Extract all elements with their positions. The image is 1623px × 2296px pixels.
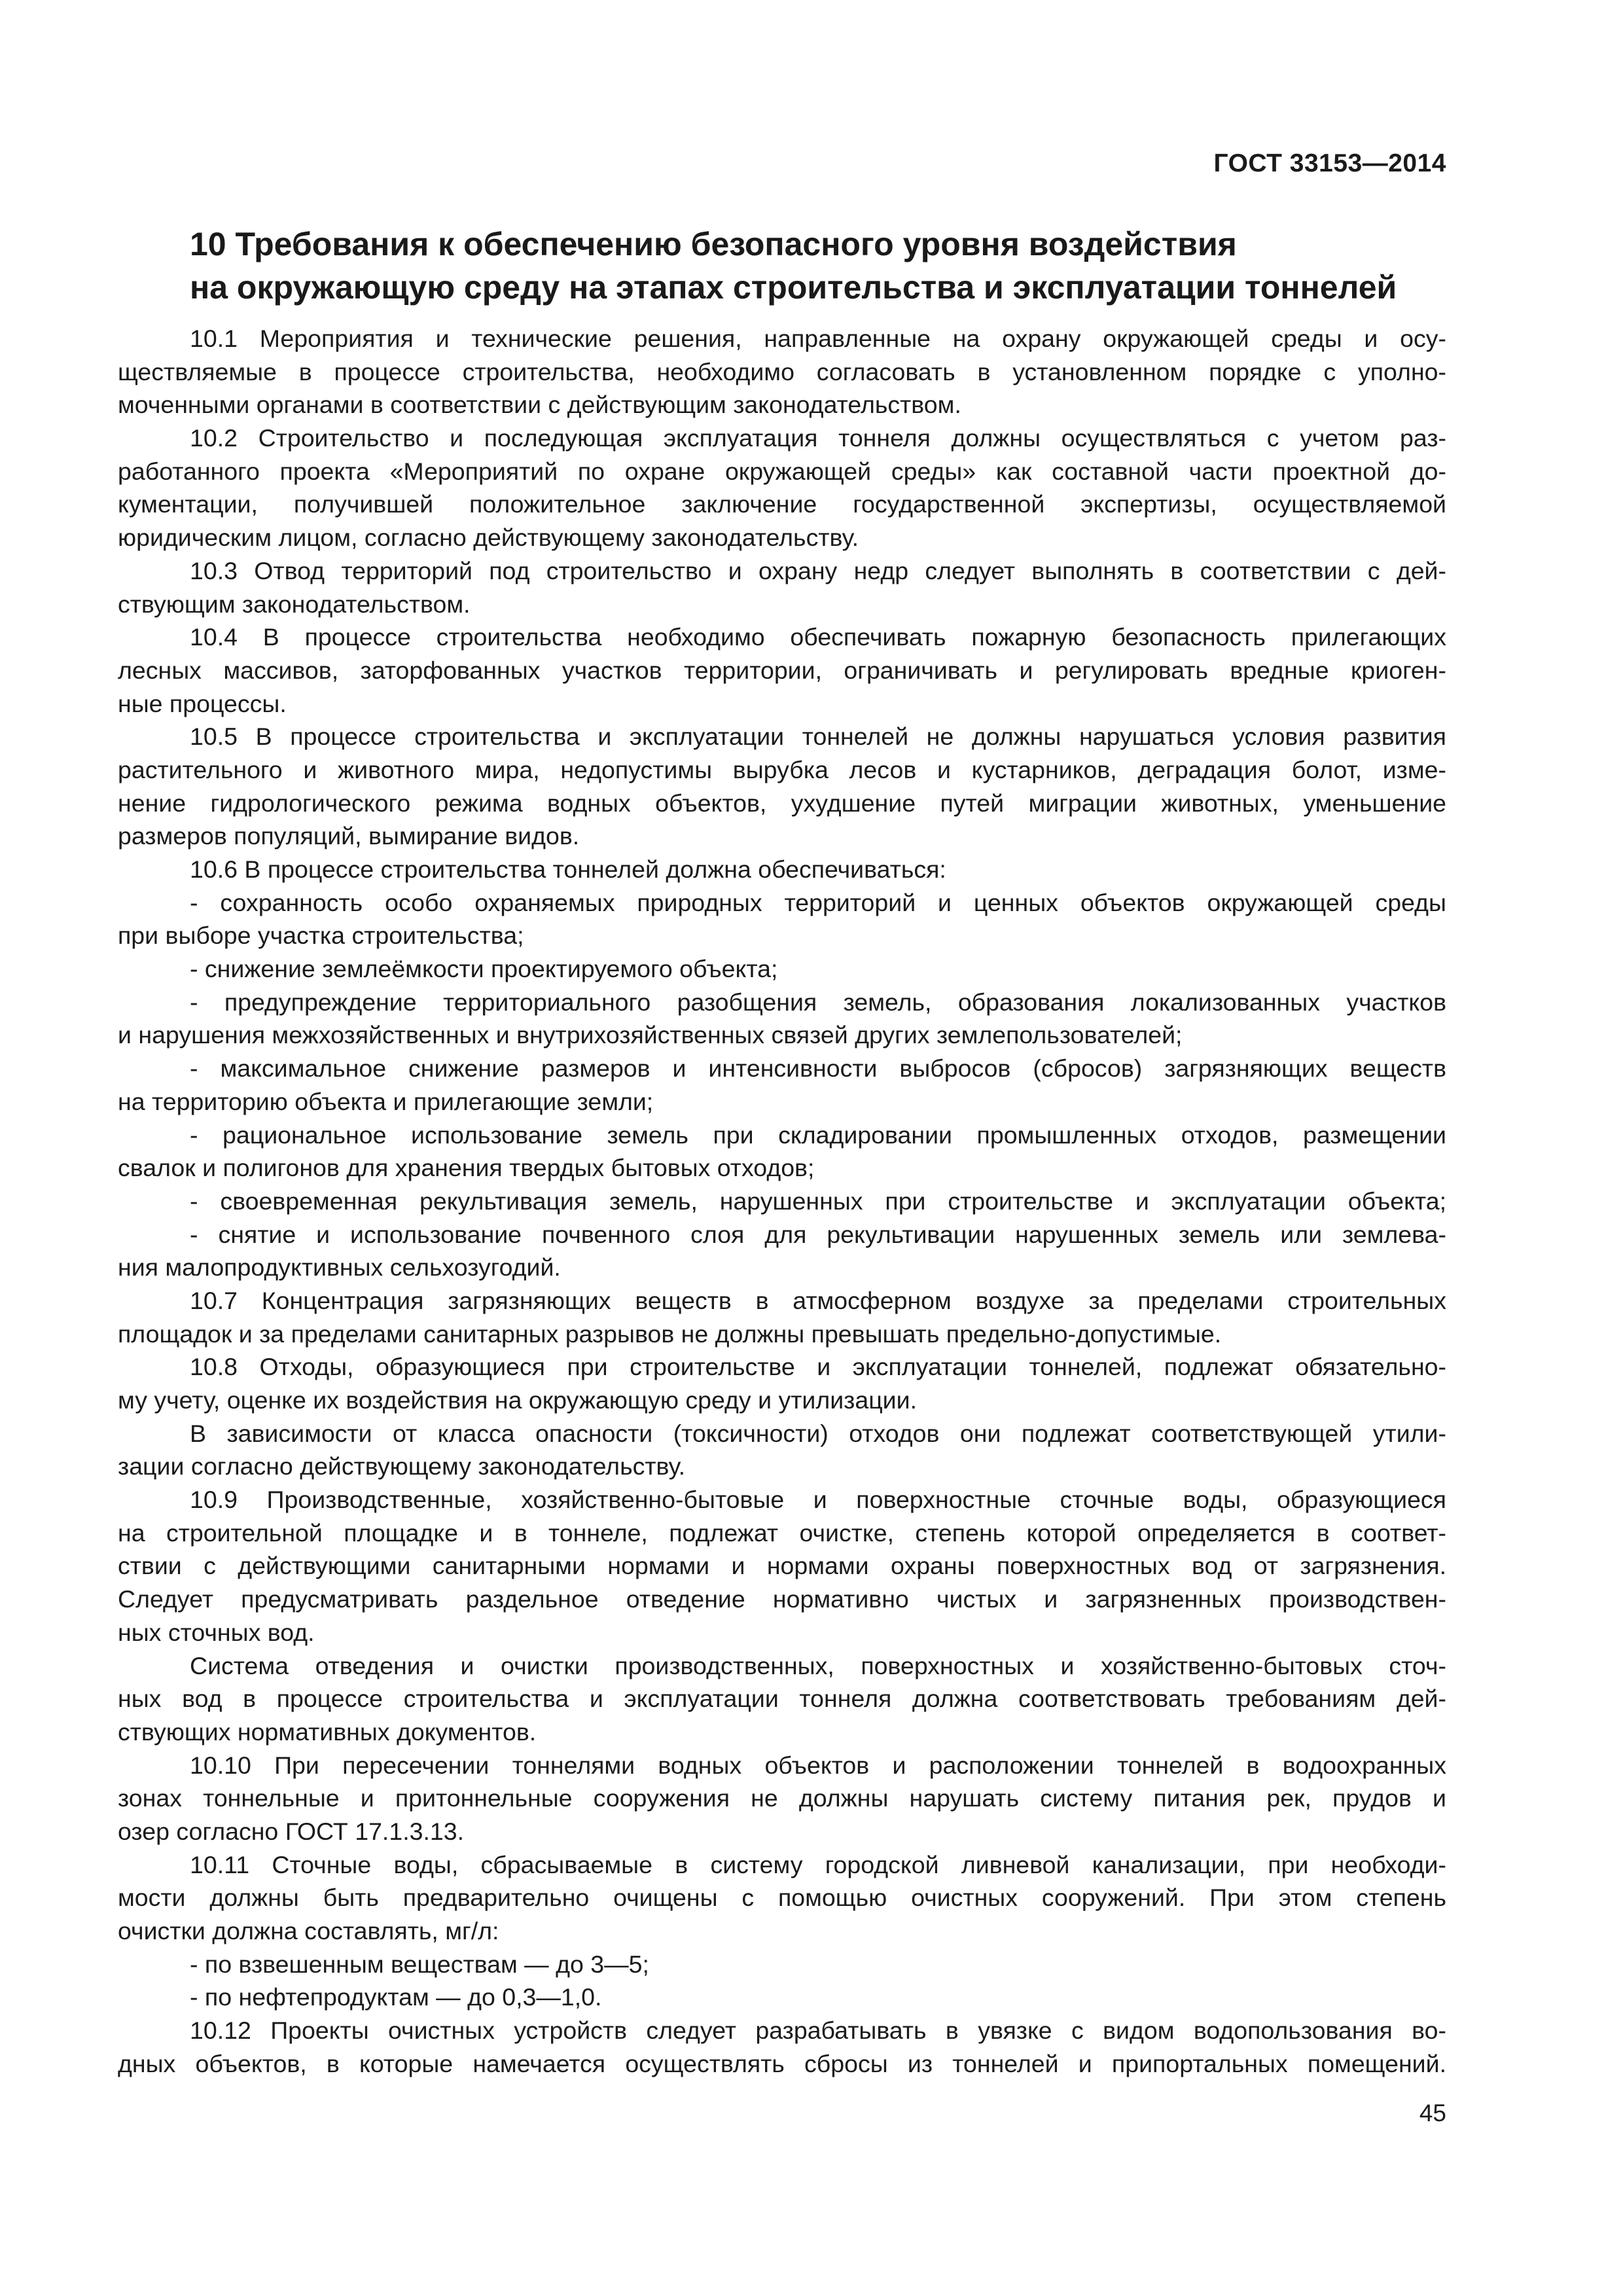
text-line: при выборе участка строительства;	[118, 922, 524, 950]
text-line: площадок и за пределами санитарных разрывов не должны превышать предельно-допустимые.	[118, 1319, 1222, 1348]
text-line: растительного и животного мира, недопустимы вырубка лесов и кустарников, деградация болот, изме-	[118, 755, 1446, 783]
text-line: 10.10 При пересечении тоннелями водных объектов и расположении тоннелей в водоохранных	[190, 1751, 1446, 1779]
text-line: очистки должна составлять, мг/л:	[118, 1917, 499, 1945]
text-line: мости должны быть предварительно очищены с помощью очистных сооружений. При этом степень	[118, 1884, 1446, 1912]
text-line: 10.9 Производственные, хозяйственно-бытовые и поверхностные сточные воды, образующиеся	[190, 1486, 1446, 1514]
text-line: - предупреждение территориального разобщения земель, образования локализованных участков	[190, 988, 1446, 1016]
text-line: дных объектов, в которые намечается осуществлять сбросы из тоннелей и припортальных помещений.	[118, 2049, 1446, 2077]
text-line: размеров популяций, вымирание видов.	[118, 822, 580, 850]
text-line: - снятие и использование почвенного слоя для рекультивации нарушенных земель или землева-	[190, 1220, 1446, 1248]
text-line: нение гидрологического режима водных объектов, ухудшение путей миграции животных, уменьшение	[118, 789, 1446, 817]
text-line: 10.5 В процессе строительства и эксплуатации тоннелей не должны нарушаться условия развития	[190, 723, 1446, 751]
text-line: Следует предусматривать раздельное отведение нормативно чистых и загрязненных производствен-	[118, 1585, 1446, 1613]
text-line: 10.11 Сточные воды, сбрасываемые в систему городской ливневой канализации, при необходи-	[190, 1850, 1446, 1878]
text-line: му учету, оценке их воздействия на окружающую среду и утилизации.	[118, 1386, 917, 1414]
text-line: - рациональное использование земель при складировании промышленных отходов, размещении	[190, 1121, 1446, 1149]
section-body	[118, 322, 1446, 2080]
text-line: ствии с действующими санитарными нормами и нормами охраны поверхностных вод от загрязнения.	[118, 1552, 1446, 1580]
text-line: работанного проекта «Мероприятий по охране окружающей среды» как составной части проектной до-	[118, 457, 1446, 485]
text-line: свалок и полигонов для хранения твердых бытовых отходов;	[118, 1154, 815, 1182]
text-line: - по взвешенным веществам — до 3—5;	[190, 1950, 649, 1978]
section-title-line-1: 10 Требования к обеспечению безопасного уровня воздействия	[190, 226, 1237, 262]
text-line: - максимальное снижение размеров и интенсивности выбросов (сбросов) загрязняющих веществ	[190, 1054, 1446, 1083]
text-line: ных вод в процессе строительства и эксплуатации тоннеля должна соответствовать требованиям дей-	[118, 1685, 1446, 1713]
text-line: - по нефтепродуктам — до 0,3—1,0.	[190, 1983, 602, 2011]
text-line: юридическим лицом, согласно действующему законодательству.	[118, 524, 859, 552]
page-number: 45	[1419, 2100, 1446, 2126]
text-line: 10.7 Концентрация загрязняющих веществ в атмосферном воздухе за пределами строительных	[190, 1286, 1446, 1314]
text-line: ния малопродуктивных сельхозугодий.	[118, 1253, 561, 1282]
text-line: - сохранность особо охраняемых природных территорий и ценных объектов окружающей среды	[190, 888, 1446, 916]
text-line: 10.8 Отходы, образующиеся при строительстве и эксплуатации тоннелей, подлежат обязательно-	[190, 1353, 1446, 1381]
text-line: ствующим законодательством.	[118, 590, 471, 618]
standard-designation: ГОСТ 33153—2014	[1213, 149, 1446, 177]
text-line: ствующих нормативных документов.	[118, 1717, 537, 1746]
text-line: на территорию объекта и прилегающие земли;	[118, 1087, 654, 1115]
section-title-line-2: на окружающую среду на этапах строительства и эксплуатации тоннелей	[190, 269, 1397, 306]
text-line: 10.4 В процессе строительства необходимо обеспечивать пожарную безопасность прилегающих	[190, 623, 1446, 651]
text-line: ных сточных вод.	[118, 1618, 315, 1646]
text-line: зонах тоннельные и притоннельные сооружения не должны нарушать систему питания рек, прудов и	[118, 1784, 1446, 1812]
text-line: ные процессы.	[118, 689, 287, 717]
section-title	[190, 223, 1433, 309]
text-line: озер согласно ГОСТ 17.1.3.13.	[118, 1817, 465, 1845]
text-line: зации согласно действующему законодательству.	[118, 1452, 686, 1480]
text-line: кументации, получившей положительное заключение государственной экспертизы, осуществляемой	[118, 490, 1446, 518]
text-line: моченными органами в соответствии с действующим законодательством.	[118, 391, 961, 419]
text-line: лесных массивов, заторфованных участков территории, ограничивать и регулировать вредные криоген-	[118, 656, 1446, 684]
text-line: 10.3 Отвод территорий под строительство и охрану недр следует выполнять в соответствии с дей-	[190, 556, 1446, 584]
text-line: - своевременная рекультивация земель, нарушенных при строительстве и эксплуатации объекта;	[190, 1187, 1446, 1215]
text-line: ществляемые в процессе строительства, необходимо согласовать в установленном порядке с уполно-	[118, 357, 1446, 386]
text-line: и нарушения межхозяйственных и внутрихозяйственных связей других землепользователей;	[118, 1021, 1183, 1049]
text-line: - снижение землеёмкости проектируемого объекта;	[190, 955, 778, 983]
text-line: 10.12 Проекты очистных устройств следует разрабатывать в увязке с видом водопользования во-	[190, 2017, 1446, 2045]
text-line: 10.1 Мероприятия и технические решения, направленные на охрану окружающей среды и осу-	[190, 325, 1446, 352]
text-line: Система отведения и очистки производственных, поверхностных и хозяйственно-бытовых сточ-	[190, 1651, 1446, 1679]
text-line: В зависимости от класса опасности (токсичности) отходов они подлежат соответствующей утили-	[190, 1419, 1446, 1447]
text-line: 10.6 В процессе строительства тоннелей должна обеспечиваться:	[190, 855, 946, 883]
text-line: 10.2 Строительство и последующая эксплуатация тоннеля должны осуществляться с учетом раз-	[190, 424, 1446, 452]
text-line: на строительной площадке и в тоннеле, подлежат очистке, степень которой определяется в соответ-	[118, 1518, 1446, 1547]
